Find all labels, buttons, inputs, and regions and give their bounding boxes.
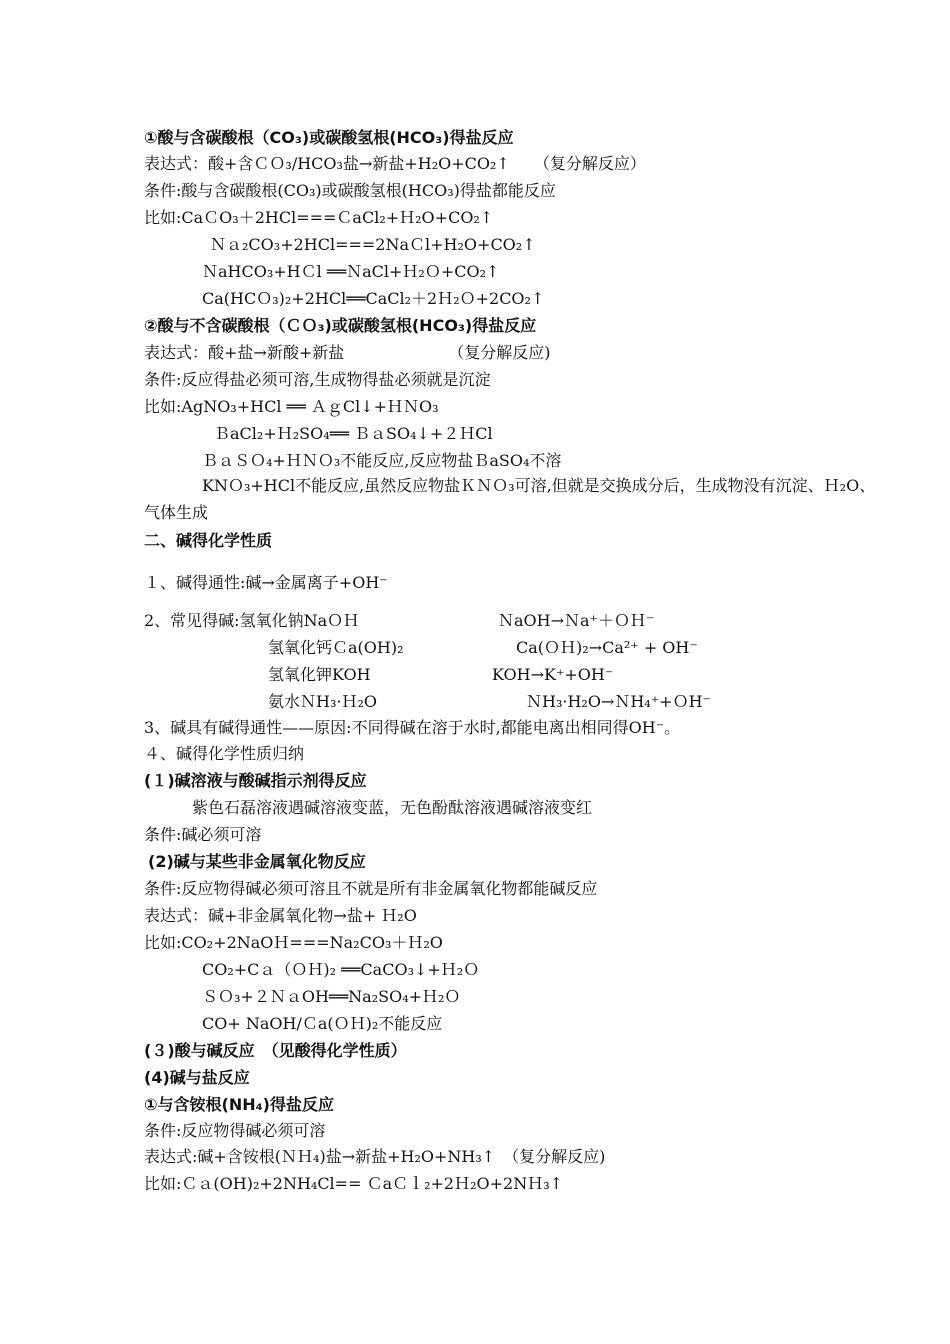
text-line: 2、常见得碱:氢氧化钠NaＯＨ: [144, 611, 360, 630]
text-line: 氢氧化钾KOH: [268, 665, 371, 684]
text-line: 条件:反应得盐必须可溶,生成物得盐必须就是沉淀: [144, 370, 491, 389]
ionization-equation: ＮaOH→Ｎa⁺＋ＯＨ⁻: [498, 611, 655, 630]
paragraph-kno3: KNＯ₃+HCl不能反应,虽然反应物盐ＫＮＯ₃可溶,但就是交换成分后，生成物没有沉淀、Ｈ₂O、气体生成: [144, 476, 876, 522]
heading-acid-noncarbonate: ②酸与不含碳酸根（ＣＯ₃)或碳酸氢根(HCO₃)得盐反应: [144, 316, 537, 335]
equation-line: CO+ NaOH/Ｃa(ＯＨ)₂不能反应: [202, 1014, 443, 1033]
text-line: 表达式：碱+非金属氧化物→盐+ Ｈ₂O: [144, 906, 417, 925]
equation-line: Ca(HCＯ₃)₂+2HCl══CaCl₂＋2Ｈ₂Ｏ+2CO₂↑: [202, 289, 545, 308]
text-line: 条件:反应物得碱必须可溶: [144, 1121, 326, 1140]
ionization-equation: Ca(ＯＨ)₂→Ca²⁺ + OH⁻: [516, 638, 698, 657]
section-heading-base: 二、碱得化学性质: [144, 531, 273, 550]
ionization-equation: ＮH₃·H₂O→ＮH₄⁺+ＯH⁻: [526, 692, 711, 711]
text-line: 氨水ＮH₃·Ｈ₂O: [268, 692, 377, 711]
equation-line: ＢａＳＯ₄+ＨＮＯ₃不能反应,反应物盐ＢaSO₄不溶: [202, 451, 562, 470]
text-line: 3、碱具有碱得通性——原因:不同得碱在溶于水时,都能电离出相同得OH⁻。: [144, 718, 681, 737]
equation-line: ＳＯ₃+２ＮａOH══Na₂SO₄+Ｈ₂Ｏ: [202, 987, 461, 1006]
equation-line: ＮaHCO₃+HＣl ══ＮaCl+Ｈ₂Ｏ+CO₂↑: [202, 262, 500, 281]
example-line: 比如:AgNO₃+HCl ══ ＡｇCl↓+ＨＮO₃: [144, 397, 439, 416]
equation-line: CO₂+Cａ（ＯＨ)₂ ══CaCO₃↓+Ｈ₂Ｏ: [202, 960, 480, 979]
example-line: 比如:CO₂+2NaOＨ===Na₂CO₃＋Ｈ₂O: [144, 933, 443, 952]
subheading-acid-base: (３)酸与碱反应 （见酸得化学性质）: [144, 1041, 407, 1060]
text-line: 条件:酸与含碳酸根(CO₃)或碳酸氢根(HCO₃)得盐都能反应: [144, 181, 556, 200]
text-line: 表达式：酸+含ＣＯ₃/HCO₃盐→新盐+H₂O+CO₂↑ （复分解反应）: [144, 154, 646, 173]
text-line: 条件:碱必须可溶: [144, 825, 262, 844]
text-line: 氢氧化钙Ｃa(OH)₂: [268, 638, 404, 657]
equation-line: ＢaCl₂+Ｈ₂SO₄══ ＢａSO₄↓+２ＨCl: [214, 424, 493, 443]
example-line: 比如:CaＣO₃＋2HCl===ＣaCl₂+Ｈ₂O+CO₂↑: [144, 208, 494, 227]
example-line: 比如:Ｃａ(OH)₂+2NH₄Cl== ＣaＣｌ₂+2Ｈ₂O+2NＨ₃↑: [144, 1174, 564, 1193]
ionization-equation: KOH→K⁺+OH⁻: [492, 665, 614, 684]
subheading-ammonium: ①与含铵根(NH₄)得盐反应: [144, 1095, 334, 1114]
heading-acid-carbonate: ①酸与含碳酸根（CO₃)或碳酸氢根(HCO₃)得盐反应: [144, 128, 514, 147]
subheading-nonmetal-oxide: (2)碱与某些非金属氧化物反应: [148, 852, 366, 871]
text-line: 条件:反应物得碱必须可溶且不就是所有非金属氧化物都能碱反应: [144, 879, 598, 898]
text-line: 表达式:碱+含铵根(ＮＨ₄)盐→新盐+H₂O+NH₃↑ （复分解反应): [144, 1147, 606, 1166]
text-line: 表达式：酸+盐→新酸+新盐 （复分解反应): [144, 343, 551, 362]
equation-line: Ｎａ₂CO₃+2HCl===2NaＣl+H₂O+CO₂↑: [210, 235, 536, 254]
subheading-indicator: (１)碱溶液与酸碱指示剂得反应: [144, 771, 367, 790]
text-line: 紫色石磊溶液遇碱溶液变蓝，无色酚酞溶液遇碱溶液变红: [192, 798, 593, 817]
subheading-base-salt: (4)碱与盐反应: [144, 1068, 250, 1087]
text-line: １、碱得通性:碱→金属离子+OH⁻: [144, 573, 388, 592]
text-line: ４、碱得化学性质归纳: [144, 744, 305, 763]
